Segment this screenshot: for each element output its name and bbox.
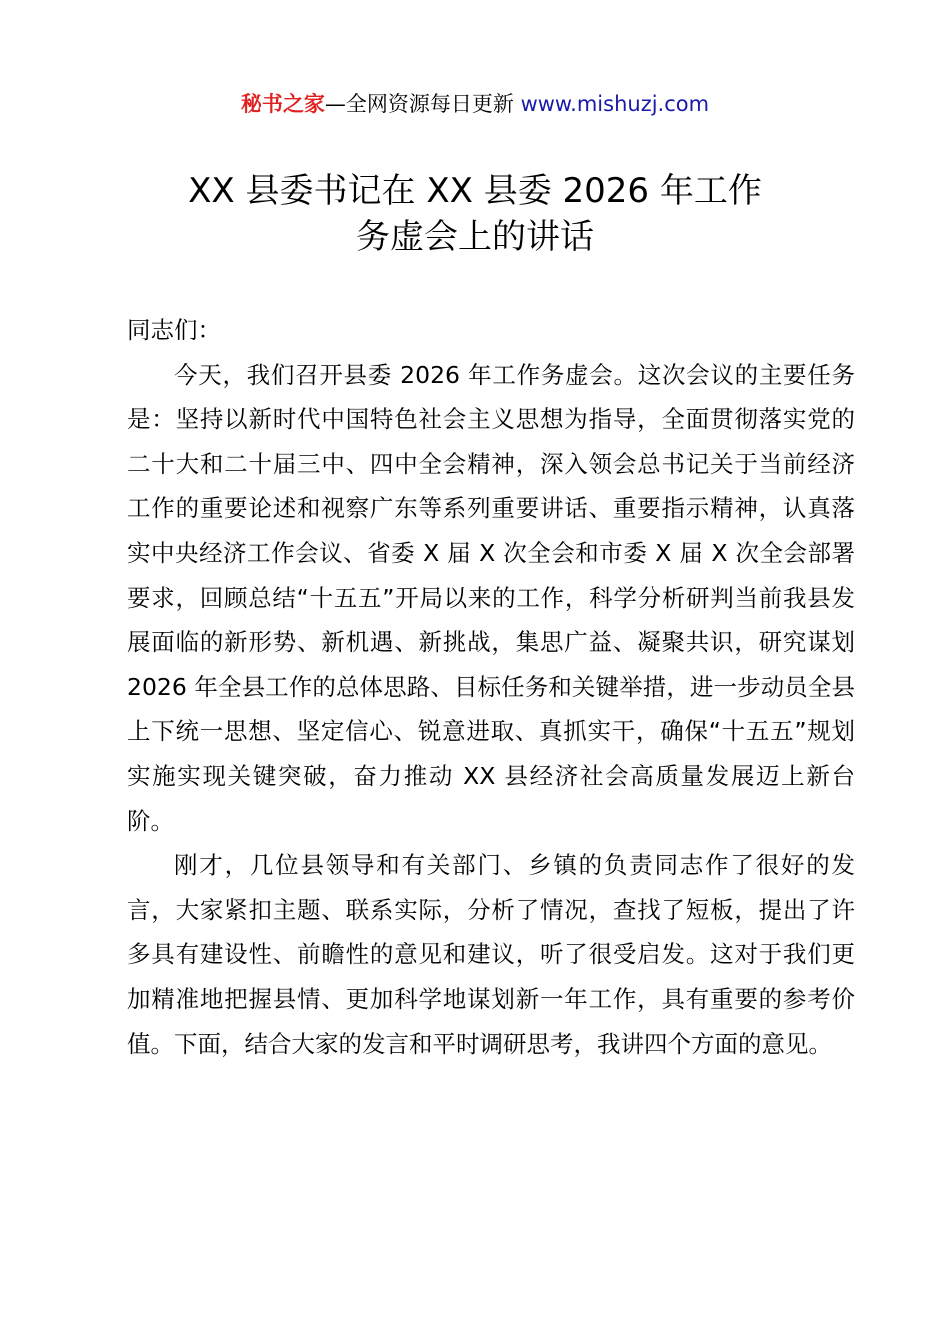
document-title xyxy=(0,168,950,260)
title-line-2: 务虚会上的讲话 xyxy=(356,217,594,257)
salutation: 同志们： xyxy=(127,316,221,344)
site-tagline: —全网资源每日更新 xyxy=(324,92,521,116)
document-body xyxy=(127,308,855,1066)
paragraph-2: 刚才，几位县领导和有关部门、乡镇的负责同志作了很好的发言，大家紧扣主题、联系实际，分析了情况，查找了短板，提出了许多具有建设性、前瞻性的意见和建议，听了很受启发。这对于我们更加精准地把握县情、更加科学地谋划新一年工作，具有重要的参考价值。下面，结合大家的发言和平时调研思考，我讲四个方面的意见。 xyxy=(127,851,855,1058)
site-url-link[interactable]: www.mishuzj.com xyxy=(520,92,710,116)
title-line-1: XX 县委书记在 XX 县委 2026 年工作 xyxy=(188,171,762,211)
site-brand: 秘书之家 xyxy=(240,92,325,116)
site-header xyxy=(0,88,950,120)
paragraph-1: 今天，我们召开县委 2026 年工作务虚会。这次会议的主要任务是：坚持以新时代中国特色社会主义思想为指导，全面贯彻落实党的二十大和二十届三中、四中全会精神，深入领会总书记关于当前经济工作的重要论述和视察广东等系列重要讲话、重要指示精神，认真落实中央经济工作会议、省委 X 届 X 次全会和市委 X 届 X 次全会部署要求，回顾总结“十五五”开局以来的工作，科学分析研判当前我县发展面临的新形势、新机遇、新挑战，集思广益、凝聚共识，研究谋划 2026 年全县工作的总体思路、目标任务和关键举措，进一步动员全县上下统一思想、坚定信心、锐意进取、真抓实干，确保“十五五”规划实施实现关键突破，奋力推动 XX 县经济社会高质量发展迈上新台阶。 xyxy=(127,360,855,835)
